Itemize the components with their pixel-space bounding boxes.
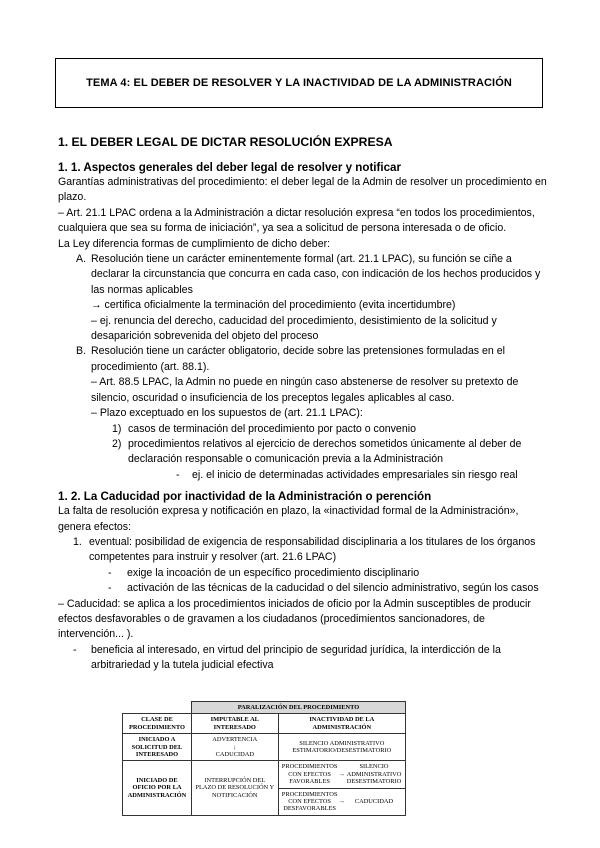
paragraph: – Art. 88.5 LPAC, la Admin no puede en ningún caso abstenerse de resolver su pretexto de silencio, oscuridad o insuficiencia de los preceptos legales aplicables al caso. — [91, 376, 519, 404]
table-cell: INICIADO A SOLICITUD DEL INTERESADO — [123, 734, 192, 761]
table-cell — [278, 761, 405, 815]
table-subrow — [279, 788, 405, 815]
list-marker: - — [73, 643, 77, 656]
table-cell: SILENCIO ADMINISTRATIVO ESTIMATORIO/DESESTIMATORIO — [278, 734, 405, 761]
table-row — [123, 702, 406, 714]
cell-text: CADUCIDAD — [215, 751, 254, 759]
list-marker: 1) — [112, 422, 122, 435]
paragraph: → certifica oficialmente la terminación del procedimiento (evita incertidumbre) — [91, 299, 456, 312]
procedure-table — [122, 701, 406, 816]
list-item-text: exige la incoación de un específico procedimiento disciplinario — [127, 566, 420, 579]
paragraph: – Caducidad: se aplica a los procedimientos iniciados de oficio por la Admin susceptibles de producir efectos desfavorables o de gravamen a los ciudadanos (procedimientos sancionadores, de intervención... ). — [58, 597, 531, 641]
cell-text: ADVERTENCIA — [212, 736, 258, 744]
list-marker: - — [176, 468, 180, 481]
list-item-text: ej. el inicio de determinadas actividades empresariales sin riesgo real — [192, 468, 518, 481]
table-cell-empty — [123, 702, 192, 714]
list-item-text: Resolución tiene un carácter obligatorio, decide sobre las pretensiones formuladas en el procedimiento (art. 88.1). — [91, 345, 505, 373]
list-marker: - — [108, 566, 112, 579]
list-item-text: procedimientos relativos al ejercicio de derechos sometidos únicamente al deber de declaración responsable o comunicación previa a la Administración — [128, 437, 522, 466]
subsection-heading: 1. 1. Aspectos generales del deber legal de resolver y notificar — [58, 161, 402, 174]
table-header: INACTIVIDAD DE LA ADMINISTRACIÓN — [278, 714, 405, 734]
section-heading: 1. EL DEBER LEGAL DE DICTAR RESOLUCIÓN EXPRESA — [58, 135, 393, 149]
arrow-down-icon: ↓ — [233, 743, 237, 751]
table-row — [123, 761, 406, 815]
list-item-text: eventual: posibilidad de exigencia de responsabilidad disciplinaria a los titulares de los órganos competentes para instruir y resolver (art. 21.6 LPAC) — [89, 535, 536, 564]
table-cell — [191, 734, 278, 761]
cell-text: PROCEDIMIENTOS CON EFECTOS DESFAVORABLES — [281, 790, 338, 813]
list-item — [58, 437, 548, 468]
list-item — [58, 422, 548, 437]
table-row — [123, 734, 406, 761]
table-subrow — [279, 761, 405, 787]
table-header: CLASE DE PROCEDIMIENTO — [123, 714, 192, 734]
subsection-heading: 1. 2. La Caducidad por inactividad de la Administración o perención — [58, 490, 432, 504]
list-item — [58, 252, 548, 298]
cell-text: CADUCIDAD — [354, 798, 394, 806]
arrow-right-icon: → — [338, 798, 345, 806]
table-top-header: PARALIZACIÓN DEL PROCEDIMIENTO — [191, 702, 405, 714]
list-marker: 2) — [112, 437, 122, 450]
table-row — [123, 714, 406, 734]
cell-text: SILENCIO ADMINISTRATIVO DESESTIMATORIO — [346, 763, 402, 786]
document-body — [58, 134, 548, 674]
arrow-right-icon: → — [338, 770, 345, 778]
list-item — [58, 566, 548, 581]
paragraph: – ej. renuncia del derecho, caducidad del procedimiento, desistimiento de la solicitud y desaparición sobrevenida del objeto del proceso — [91, 314, 497, 343]
list-marker: B. — [76, 345, 87, 358]
paragraph: La Ley diferencia formas de cumplimiento de dicho deber: — [58, 237, 331, 250]
list-item — [58, 468, 548, 483]
list-marker: A. — [76, 253, 87, 266]
list-item — [58, 643, 548, 674]
cell-text: PROCEDIMIENTOS CON EFECTOS FAVORABLES — [281, 763, 338, 786]
list-item — [58, 581, 548, 596]
list-item-text: beneficia al interesado, en virtud del principio de seguridad jurídica, la interdicción de la arbitrariedad y la tutela judicial efectiva — [91, 643, 501, 672]
title-box — [55, 58, 543, 108]
list-item — [58, 344, 548, 375]
page-title: TEMA 4: EL DEBER DE RESOLVER Y LA INACTIVIDAD DE LA ADMINISTRACIÓN — [86, 77, 512, 89]
list-item-text: Resolución tiene un carácter eminentemente formal (art. 21.1 LPAC), su función se ciñe a declarar la circunstancia que concurra en cada caso, con indicación de los hechos producidos y las normas aplicables — [91, 253, 541, 296]
list-marker: 1. — [73, 535, 82, 548]
list-item — [58, 535, 548, 566]
table-cell: INTERRUPCIÓN DEL PLAZO DE RESOLUCIÓN Y NOTIFICACIÓN — [191, 761, 278, 815]
paragraph: Garantías administrativas del procedimiento: el deber legal de la Admin de resolver un procedimiento en plazo. — [58, 176, 547, 204]
table-header: IMPUTABLE AL INTERESADO — [191, 714, 278, 734]
table-cell: INICIADO DE OFICIO POR LA ADMINISTRACIÓN — [123, 761, 192, 815]
list-marker: - — [108, 582, 112, 595]
paragraph: – Plazo exceptuado en los supuestos de (art. 21.1 LPAC): — [91, 407, 363, 420]
list-item-text: casos de terminación del procedimiento por pacto o convenio — [128, 422, 416, 435]
list-item-text: activación de las técnicas de la caducidad o del silencio administrativo, según los casos — [127, 582, 539, 595]
paragraph: – Art. 21.1 LPAC ordena a la Administración a dictar resolución expresa “en todos los procedimientos, cualquiera que sea su forma de iniciación”, ya sea a solicitud de persona interesada o de oficio. — [58, 206, 535, 235]
paragraph: La falta de resolución expresa y notificación en plazo, la «inactividad formal de la Administración», genera efectos: — [58, 505, 519, 533]
